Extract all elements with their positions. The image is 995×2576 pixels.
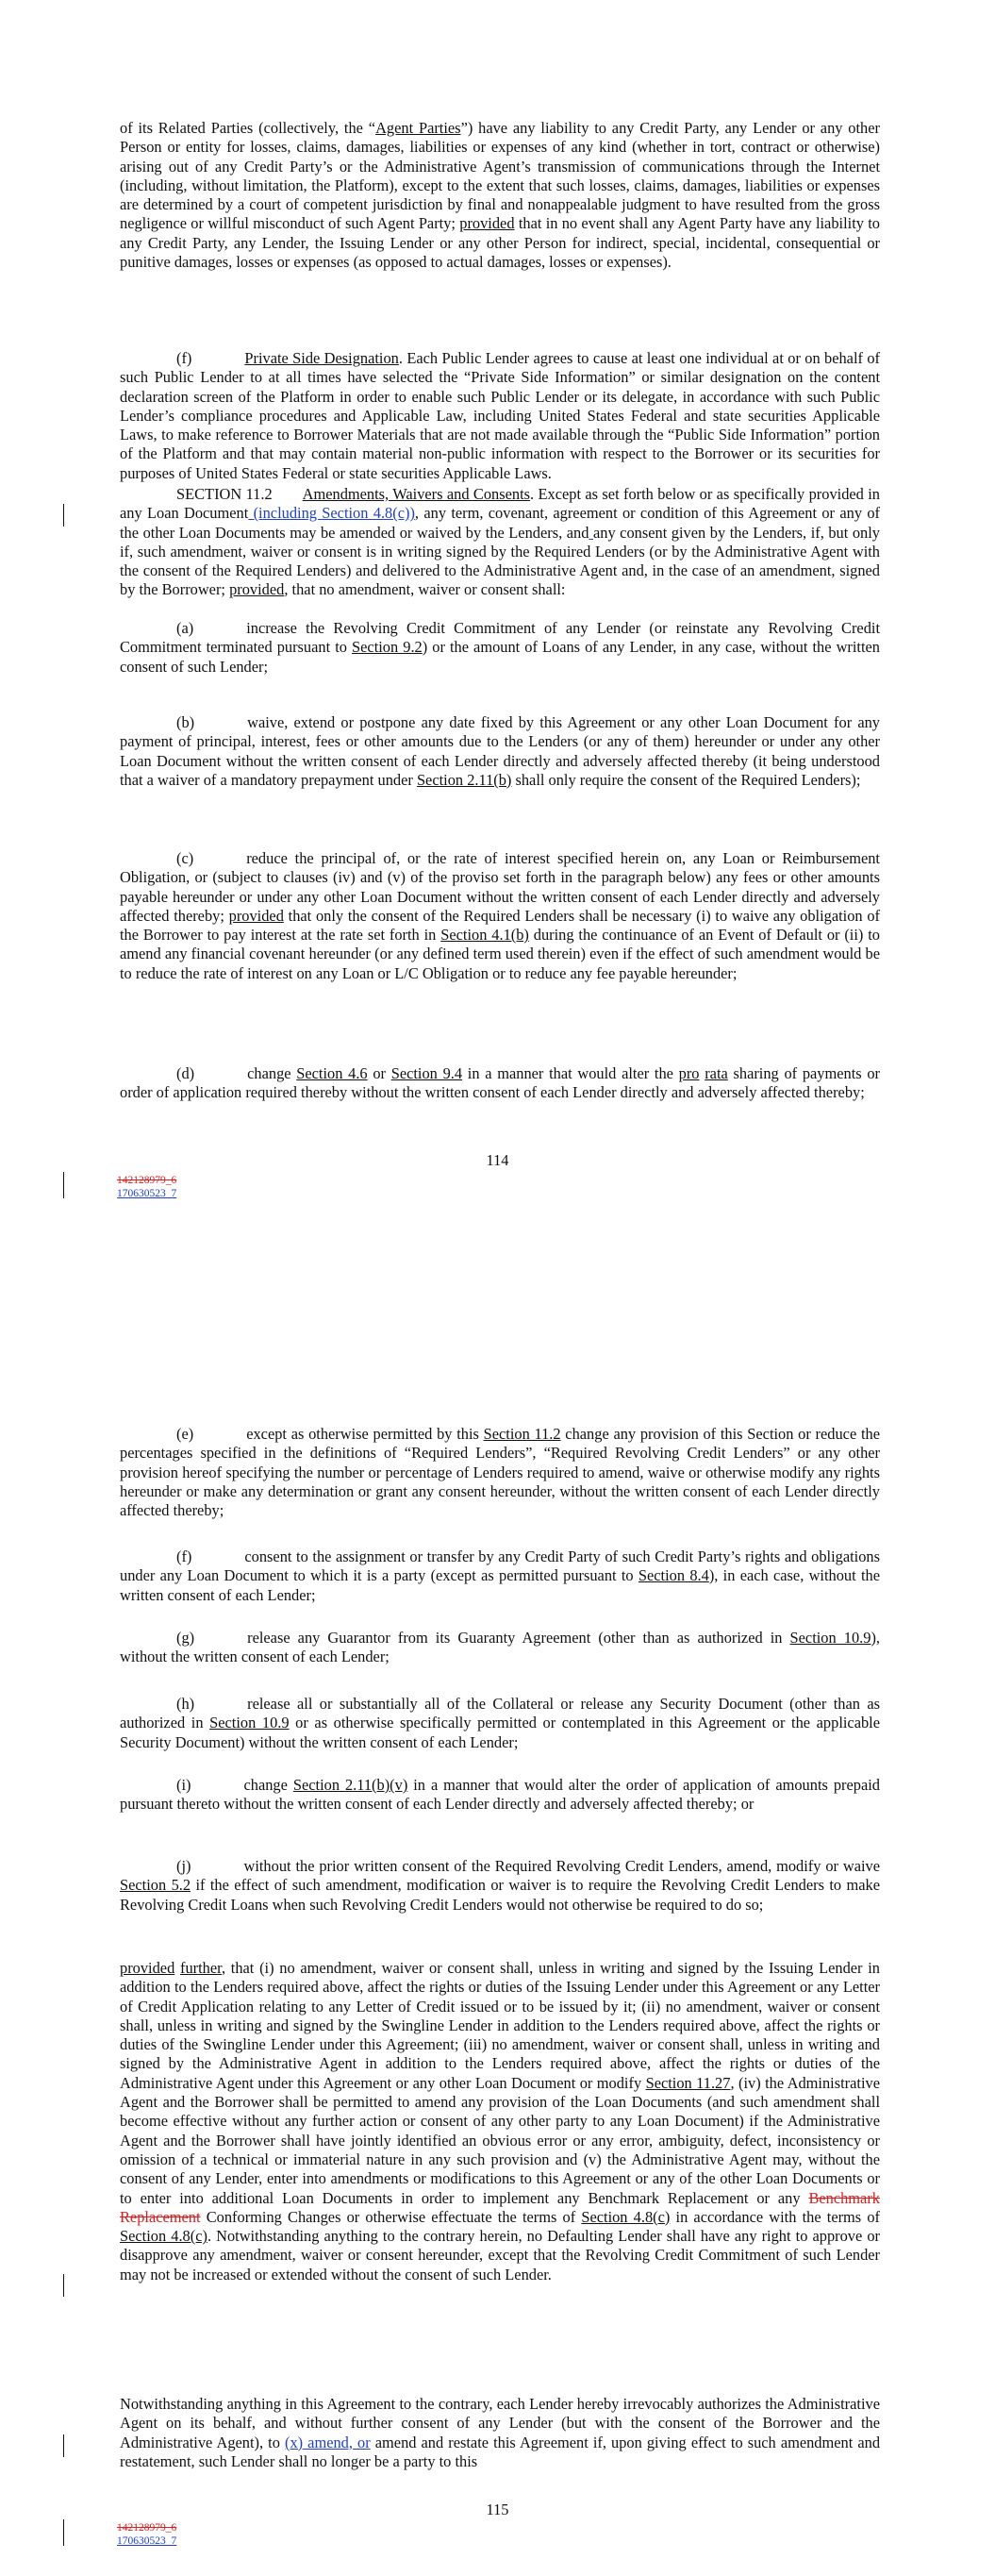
- item-e: (e) except as otherwise permitted by this Section 11.2 change any provision of this Section or reduce the percentages specified in the definitions of “Required Lenders”, “Required Revolving Credit Lenders” or any other provision hereof specifying the number or percentage of Lenders required to amend, waive or otherwise modify any rights hereunder or make any determination or grant any consent hereunder, without the written consent of each Lender directly affected thereby;: [120, 1425, 880, 1520]
- heading-private-side-designation: Private Side Designation: [244, 349, 399, 367]
- change-bar: [63, 2434, 64, 2457]
- section-number: SECTION 11.2: [176, 485, 273, 503]
- defined-term-agent-parties: Agent Parties: [375, 119, 461, 137]
- section-ref: Section 4.6: [296, 1064, 368, 1082]
- section-ref: Section 9.2: [352, 638, 423, 657]
- further-term: further: [180, 1959, 222, 1977]
- item-f: (f) consent to the assignment or transfer by any Credit Party of such Credit Party’s rights and obligations under any Loan Document to which it is a party (except as permitted pursuant to Section 8.4), in each case, without the written consent of each Lender;: [120, 1547, 880, 1604]
- section-ref: Section 11.27: [645, 2073, 731, 2092]
- section-heading: Amendments, Waivers and Consents: [302, 485, 531, 503]
- page-number: 114: [486, 1151, 509, 1169]
- item-g: (g) release any Guarantor from its Guaranty Agreement (other than as authorized in Section 10.9), without the written consent of each Lender;: [120, 1629, 880, 1666]
- footer-inserted-id: 170630523_7: [117, 1188, 177, 1199]
- proviso-paragraph: provided further, that (i) no amendment, waiver or consent shall, unless in writing and signed by the Issuing Lender in addition to the Lenders required above, affect the rights or duties of the Issuing Lender under this Agreement or any Letter of Credit Application relating to any Letter of Credit issued or to be issued by it; (ii) no amendment, waiver or consent shall, unless in writing and signed by the Swingline Lender in addition to the Lenders required above, affect the rights or duties of the Swingline Lender under this Agreement; (iii) no amendment, waiver or consent shall, unless in writing and signed by the Administrative Agent in addition to the Lenders required above, affect the rights or duties of the Administrative Agent under this Agreement or any other Loan Document or modify Section 11.27, (iv) the Administrative Agent and the Borrower shall be permitted to amend any provision of the Loan Documents (and such amendment shall become effective without any further action or consent of any other party to any Loan Document) if the Administrative Agent and the Borrower shall have jointly identified an obvious error or any error, ambiguity, defect, inconsistency or omission of a technical or immaterial nature in any such provision and (v) the Administrative Agent may, without the consent of any Lender, enter into amendments or modifications to this Agreement or any of the other Loan Documents or to enter into additional Loan Documents in order to implement any Benchmark Replacement or any Benchmark Replacement Conforming Changes or otherwise effectuate the terms of Section 4.8(c) in accordance with the terms of Section 4.8(c). Notwithstanding anything to the contrary herein, no Defaulting Lender shall have any right to approve or disapprove any amendment, waiver or consent hereunder, except that the Revolving Credit Commitment of such Lender may not be increased or extended without the consent of such Lender.: [120, 1959, 880, 2283]
- section-ref: Section 2.11(b): [416, 770, 512, 789]
- section-11-2: SECTION 11.2 Amendments, Waivers and Consents. Except as set forth below or as specifically provided in any Loan Document (including Section 4.8(c)), any term, covenant, agreement or condition of this Agreement or any of the other Loan Documents may be amended or waived by the Lenders, and any consent given by the Lenders, if, but only if, such amendment, waiver or consent is in writing signed by the Required Lenders (or by the Administrative Agent with the consent of the Required Lenders) and delivered to the Administrative Agent and, in the case of an amendment, signed by the Borrower; provided, that no amendment, waiver or consent shall:: [120, 485, 880, 599]
- section-ref: Section 4.1(b): [440, 926, 529, 945]
- item-a: (a) increase the Revolving Credit Commitment of any Lender (or reinstate any Revolving Credit Commitment terminated pursuant to Section 9.2) or the amount of Loans of any Lender, in any case, without the written consent of such Lender;: [120, 619, 880, 676]
- paragraph-agent-parties: of its Related Parties (collectively, the “Agent Parties”) have any liability to any Credit Party, any Lender or any other Person or entity for losses, claims, damages, liabilities or expenses of any kind (whether in tort, contract or otherwise) arising out of any Credit Party’s or the Administrative Agent’s transmission of communications through the Internet (including, without limitation, the Platform), except to the extent that such losses, claims, damages, liabilities or expenses are determined by a court of competent jurisdiction by final and nonappealable judgment to have resulted from the gross negligence or willful misconduct of such Agent Party; provided that in no event shall any Agent Party have any liability to any Credit Party, any Lender, the Issuing Lender or any other Person for indirect, special, incidental, consequential or punitive damages, losses or expenses (as opposed to actual damages, losses or expenses).: [120, 119, 880, 272]
- section-ref: Section 4.8(c): [120, 2227, 207, 2246]
- inserted-text: (x) amend, or: [285, 2433, 371, 2451]
- footer-deleted-id: 142128979_6: [117, 1175, 177, 1186]
- provided-term: provided: [229, 580, 285, 599]
- section-ref: Section 5.2: [120, 1876, 191, 1895]
- section-ref: Section 11.2: [483, 1425, 561, 1443]
- section-ref: Section 2.11(b)(v): [292, 1776, 408, 1794]
- item-b: (b) waive, extend or postpone any date fixed by this Agreement or any other Loan Document for any payment of principal, interest, fees or other amounts due to the Lenders (or any of them) hereunder or under any other Loan Document without the written consent of each Lender directly and adversely affected thereby (it being understood that a waiver of a mandatory prepayment under Section 2.11(b) shall only require the consent of the Required Lenders);: [120, 713, 880, 789]
- page-number: 115: [486, 2501, 509, 2518]
- item-h: (h) release all or substantially all of the Collateral or release any Security Document (other than as authorized in Section 10.9 or as otherwise specifically permitted or contemplated in this Agreement or the applicable Security Document) without the written consent of each Lender;: [120, 1695, 880, 1751]
- footer-deleted-id: 142128979_6: [117, 2522, 177, 2534]
- section-ref: Section 10.9: [789, 1629, 871, 1647]
- inserted-text: (including Section 4.8(c)): [248, 504, 415, 523]
- change-bar: [63, 2519, 64, 2546]
- footer-doc-id: [117, 2521, 176, 2548]
- section-ref: Section 4.8(c): [581, 2207, 671, 2226]
- provided-term: provided: [228, 906, 284, 925]
- section-ref: Section 9.4: [390, 1064, 463, 1082]
- provided-term: provided: [120, 1959, 175, 1977]
- paragraph-f-private-side: (f) Private Side Designation. Each Public Lender agrees to cause at least one individual at or on behalf of such Public Lender to at all times have selected the “Private Side Information” or similar designation on the content declaration screen of the Platform in order to enable such Public Lender or its delegate, in accordance with such Public Lender’s compliance procedures and Applicable Law, including United States Federal and state securities Applicable Laws, to make reference to Borrower Materials that are not made available through the “Public Side Information” portion of the Platform and that may contain material non-public information with respect to the Borrower or its securities for purposes of United States Federal or state securities Applicable Laws.: [120, 349, 880, 482]
- section-ref: Section 8.4: [638, 1566, 709, 1585]
- item-d: (d) change Section 4.6 or Section 9.4 in a manner that would alter the pro rata sharing of payments or order of application required thereby without the written consent of each Lender directly and adversely affected thereby;: [120, 1064, 880, 1102]
- deleted-text: Benchmark Replacement: [120, 2188, 880, 2226]
- notwithstanding-paragraph: Notwithstanding anything in this Agreement to the contrary, each Lender hereby irrevocably authorizes the Administrative Agent on its behalf, and without further consent of any Lender (but with the consent of the Borrower and the Administrative Agent), to (x) amend, or amend and restate this Agreement if, upon giving effect to such amendment and restatement, such Lender shall no longer be a party to this: [120, 2395, 881, 2470]
- item-i: (i) change Section 2.11(b)(v) in a manner that would alter the order of application of amounts prepaid pursuant thereto without the written consent of each Lender directly and adversely affected thereby; or: [120, 1776, 880, 1814]
- item-j: (j) without the prior written consent of the Required Revolving Credit Lenders, amend, modify or waive Section 5.2 if the effect of such amendment, modification or waiver is to require the Revolving Credit Lenders to make Revolving Credit Loans when such Revolving Credit Lenders would not otherwise be required to do so;: [120, 1857, 881, 1914]
- change-bar: [63, 2274, 64, 2297]
- provided-term: provided: [459, 214, 515, 233]
- section-ref: Section 10.9: [209, 1714, 290, 1732]
- item-c: (c) reduce the principal of, or the rate of interest specified herein on, any Loan or Reimbursement Obligation, or (subject to clauses (iv) and (v) of the proviso set forth in the paragraph below) any fees or other amounts payable hereunder or under any other Loan Document without the written consent of each Lender directly and adversely affected thereby; provided that only the consent of the Required Lenders shall be necessary (i) to waive any obligation of the Borrower to pay interest at the rate set forth in Section 4.1(b) during the continuance of an Event of Default or (ii) to amend any financial covenant hereunder (or any defined term used therein) even if the effect of such amendment would be to reduce the rate of interest on any Loan or L/C Obligation or to reduce any fee payable hereunder;: [120, 849, 880, 982]
- footer-inserted-id: 170630523_7: [117, 2535, 177, 2547]
